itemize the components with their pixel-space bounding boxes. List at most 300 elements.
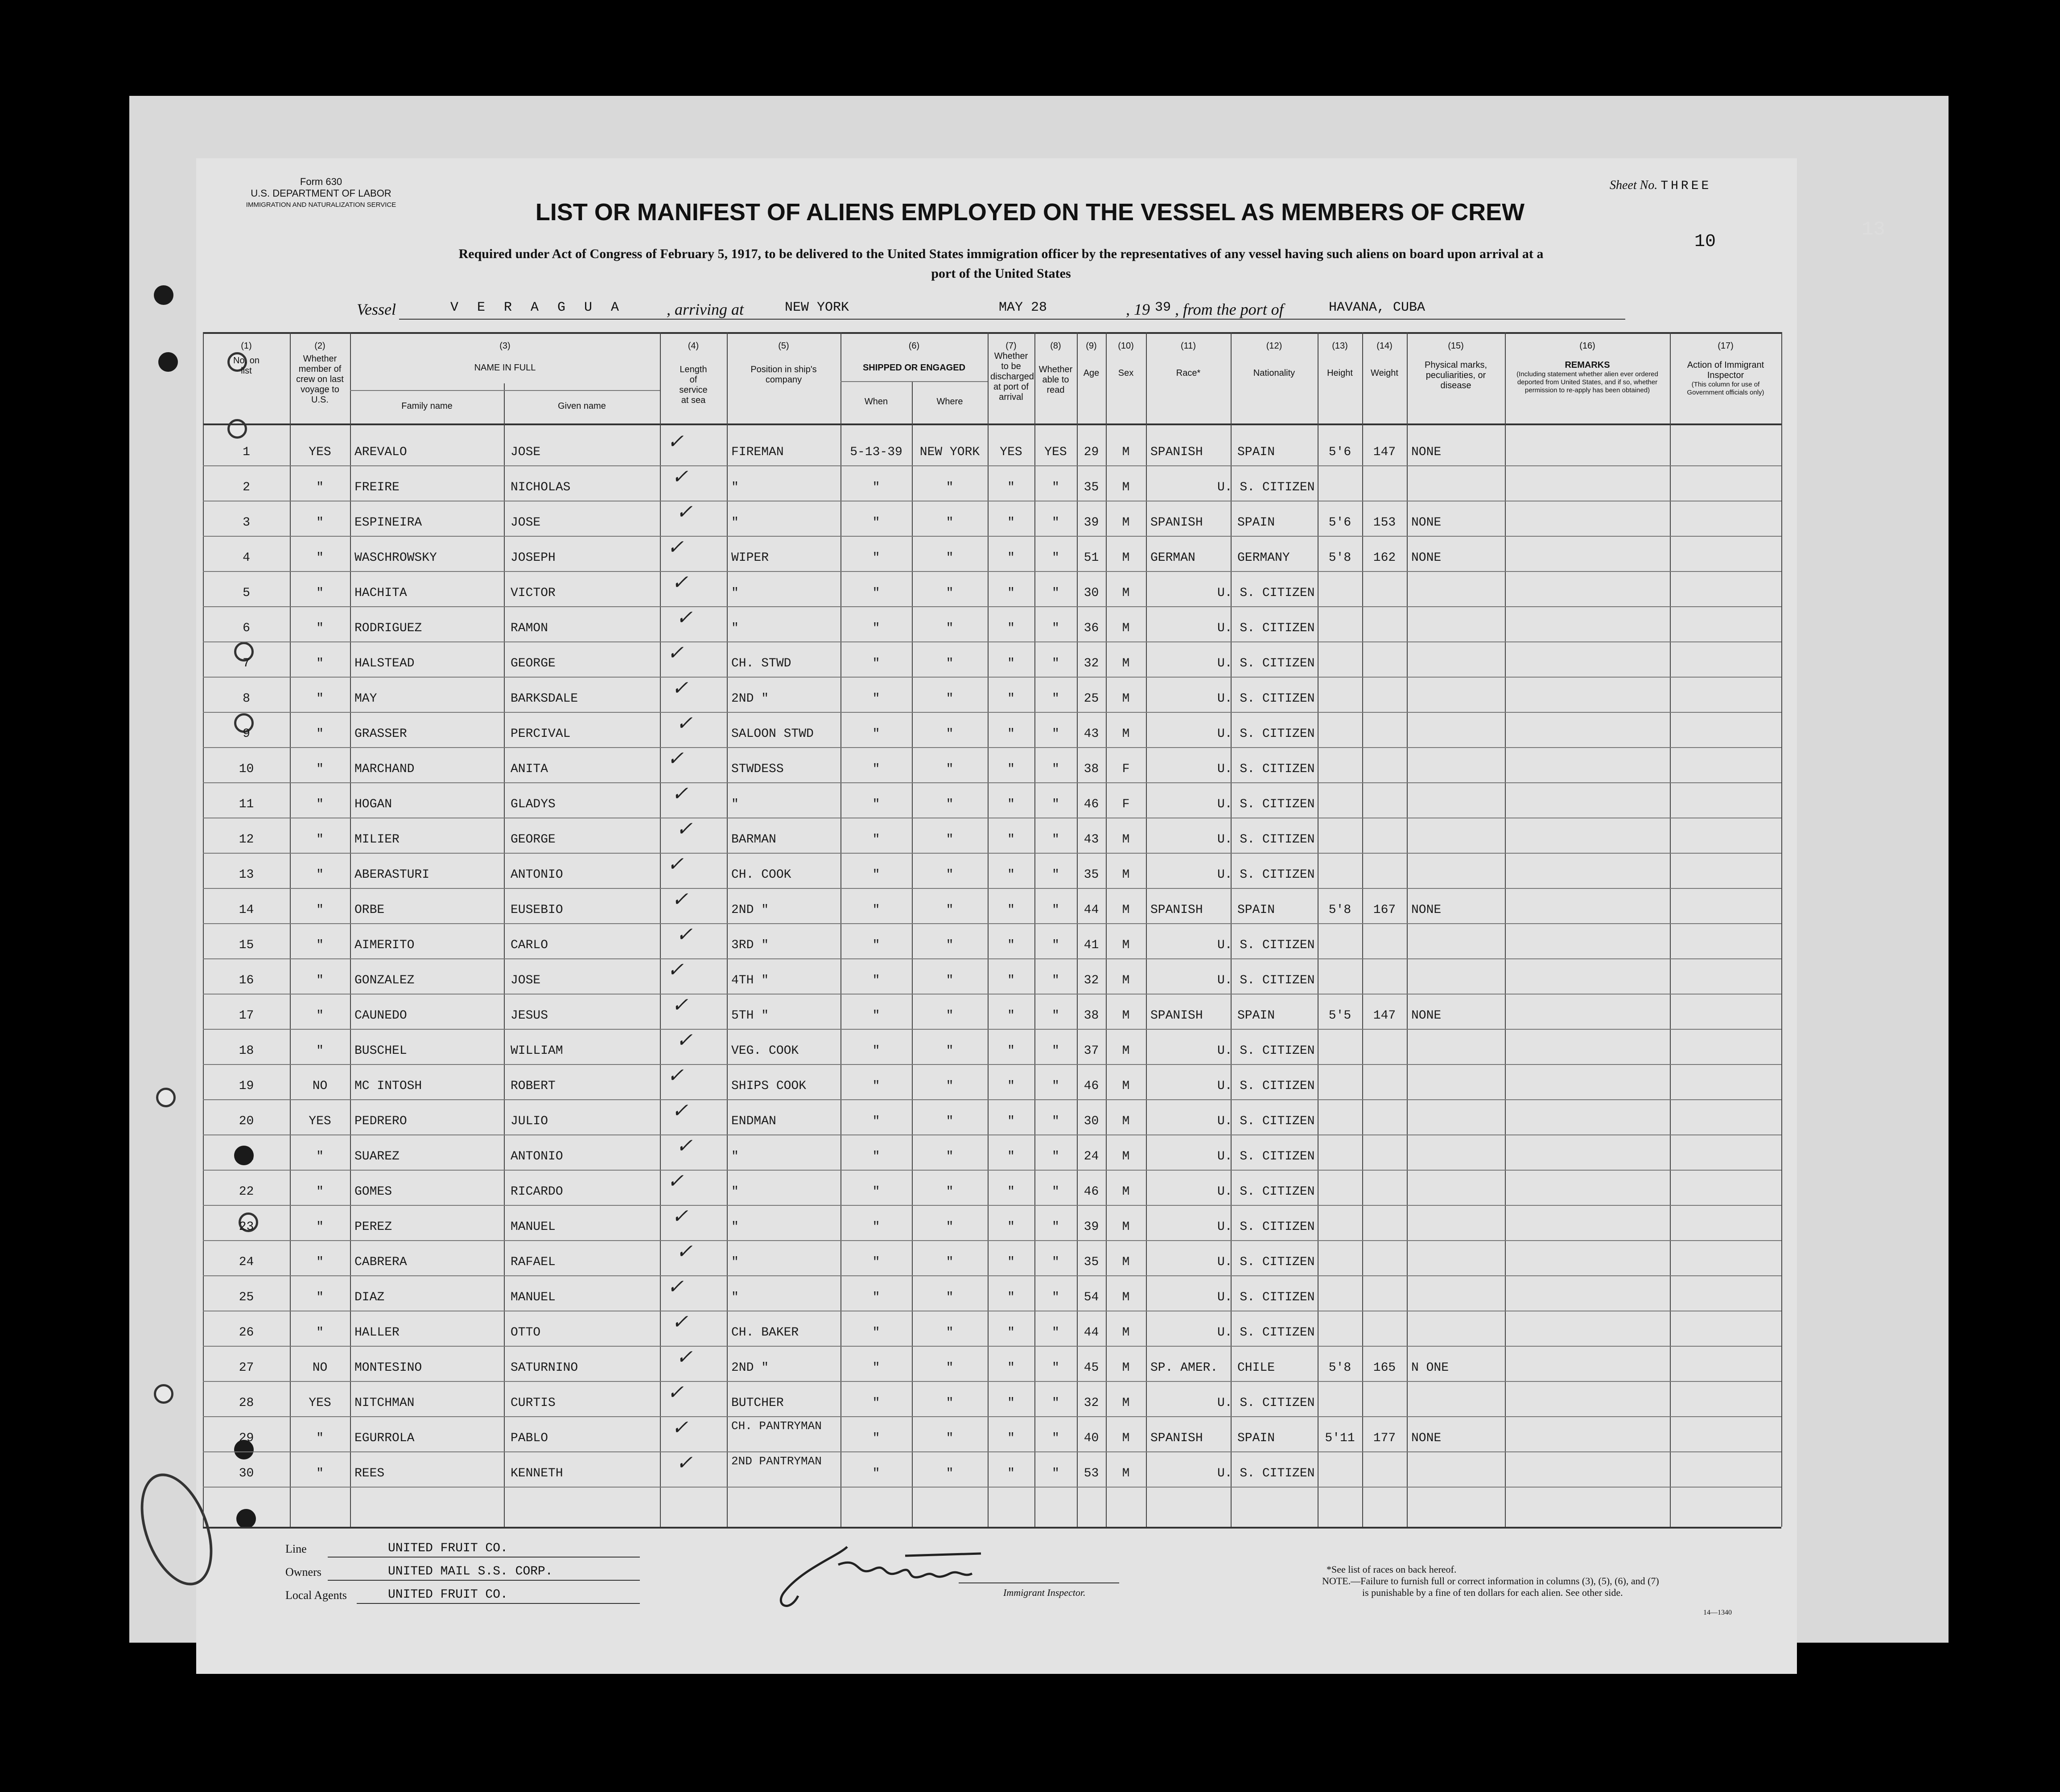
age: 24 xyxy=(1084,1150,1099,1163)
age: 37 xyxy=(1084,1044,1099,1058)
age: 39 xyxy=(1084,516,1099,530)
check-mark-icon: ✓ xyxy=(675,1240,697,1263)
check-mark-icon: ✓ xyxy=(675,606,697,629)
age: 30 xyxy=(1084,1114,1099,1128)
subtitle-line-1: Required under Act of Congress of February 5, 1917, to be delivered to the United States immigration officer by the representatives of any vessel having such aliens on board upon arrival at a xyxy=(458,247,1544,261)
binder-hole xyxy=(158,352,178,372)
nationality: U. S. CITIZEN xyxy=(1217,974,1315,987)
shipped-when: " xyxy=(872,797,880,811)
sex: M xyxy=(1122,1361,1130,1375)
height: 5'8 xyxy=(1328,551,1351,565)
page-subtitle xyxy=(276,244,1726,284)
sex: M xyxy=(1122,516,1130,530)
able-to-read: " xyxy=(1052,1079,1059,1093)
col-label: REMARKS xyxy=(1565,360,1610,370)
col-number: (8) xyxy=(1050,341,1061,351)
table-row xyxy=(203,1029,1781,1064)
nationality: U. S. CITIZEN xyxy=(1217,727,1315,741)
col-label: Height xyxy=(1327,368,1353,378)
col-label: Position in ship's company xyxy=(750,365,817,385)
arriving-value: NEW YORK xyxy=(785,300,849,315)
check-mark-icon: ✓ xyxy=(675,1451,697,1474)
able-to-read: " xyxy=(1052,657,1059,670)
col-6-heading xyxy=(840,341,988,373)
col-17-heading xyxy=(1670,341,1781,397)
family-name: ABERASTURI xyxy=(354,868,430,882)
row-number: 20 xyxy=(239,1114,254,1128)
check-mark-icon: ✓ xyxy=(670,465,693,488)
family-name: FREIRE xyxy=(354,481,400,494)
age: 51 xyxy=(1084,551,1099,565)
shipped-where: NEW YORK xyxy=(919,445,980,459)
shipped-when: " xyxy=(872,516,880,530)
sex: M xyxy=(1122,621,1130,635)
department: U.S. DEPARTMENT OF LABOR xyxy=(251,188,391,199)
shipped-when: " xyxy=(872,903,880,917)
sex: M xyxy=(1122,1044,1130,1058)
sex: M xyxy=(1122,974,1130,987)
given-name: JOSE xyxy=(511,445,541,459)
able-to-read: " xyxy=(1052,1361,1059,1375)
position: 4TH " xyxy=(731,974,769,987)
height: 5'6 xyxy=(1328,445,1351,459)
table-row xyxy=(203,1381,1781,1416)
row-number: 15 xyxy=(239,938,254,952)
race: SPANISH xyxy=(1150,1431,1203,1445)
owners-value: UNITED MAIL S.S. CORP. xyxy=(388,1565,553,1578)
table-row xyxy=(203,1064,1781,1099)
shipped-when: " xyxy=(872,938,880,952)
shipped-when: " xyxy=(872,1431,880,1445)
nationality: U. S. CITIZEN xyxy=(1217,621,1315,635)
age: 43 xyxy=(1084,727,1099,741)
where-heading: Where xyxy=(936,397,963,407)
table-row xyxy=(203,677,1781,712)
sex: M xyxy=(1122,551,1130,565)
shipped-when: " xyxy=(872,974,880,987)
family-name: HOGAN xyxy=(354,797,392,811)
last-voyage: YES xyxy=(309,445,331,459)
shipped-when: 5-13-39 xyxy=(850,445,902,459)
given-name: BARKSDALE xyxy=(511,692,578,706)
row-number: 17 xyxy=(239,1009,254,1023)
note-prefix: NOTE. xyxy=(1322,1575,1351,1586)
position: 3RD " xyxy=(731,938,769,952)
col-number: (12) xyxy=(1266,341,1282,351)
last-voyage: " xyxy=(316,1255,324,1269)
position: " xyxy=(731,1255,739,1269)
age: 35 xyxy=(1084,1255,1099,1269)
given-name: PERCIVAL xyxy=(511,727,571,741)
sex: F xyxy=(1122,797,1130,811)
last-voyage: " xyxy=(316,974,324,987)
last-voyage: " xyxy=(316,762,324,776)
last-voyage: " xyxy=(316,797,324,811)
shipped-when: " xyxy=(872,1467,880,1480)
shipped-where: " xyxy=(946,1079,954,1093)
position: STWDESS xyxy=(731,762,784,776)
last-voyage: " xyxy=(316,621,324,635)
year-prefix: , 19 xyxy=(1126,300,1150,318)
discharged: " xyxy=(1007,938,1015,952)
col-label: No. on list xyxy=(233,356,260,376)
last-voyage: " xyxy=(316,1220,324,1234)
shipped-where: " xyxy=(946,938,954,952)
physical-marks: NONE xyxy=(1411,1431,1442,1445)
check-mark-icon: ✓ xyxy=(666,536,688,559)
shipped-where: " xyxy=(946,1220,954,1234)
binder-hole xyxy=(156,1088,176,1107)
able-to-read: " xyxy=(1052,762,1059,776)
height: 5'11 xyxy=(1325,1431,1355,1445)
given-name: RAMON xyxy=(511,621,548,635)
col-1-heading xyxy=(203,341,290,376)
fine-note xyxy=(1322,1575,1768,1599)
age: 46 xyxy=(1084,797,1099,811)
race: SP. AMER. xyxy=(1150,1361,1218,1375)
discharged: " xyxy=(1007,868,1015,882)
vessel-value: V E R A G U A xyxy=(450,300,625,315)
shipped-when: " xyxy=(872,1361,880,1375)
check-mark-icon: ✓ xyxy=(675,1346,697,1369)
shipped-where: " xyxy=(946,516,954,530)
col-label: Race* xyxy=(1176,368,1201,378)
row-number: 13 xyxy=(239,868,254,882)
col-number: (9) xyxy=(1086,341,1097,351)
last-voyage: " xyxy=(316,657,324,670)
last-voyage: " xyxy=(316,551,324,565)
date-value: MAY 28 xyxy=(999,300,1047,315)
given-name-heading: Given name xyxy=(558,401,606,411)
position: 2ND " xyxy=(731,1361,769,1375)
family-name: WASCHROWSKY xyxy=(354,551,437,565)
last-voyage: " xyxy=(316,1009,324,1023)
given-name: CARLO xyxy=(511,938,548,952)
last-voyage: " xyxy=(316,1185,324,1199)
shipped-when: " xyxy=(872,481,880,494)
physical-marks: NONE xyxy=(1411,903,1442,917)
check-mark-icon: ✓ xyxy=(670,994,693,1016)
row-number: 21 xyxy=(239,1150,254,1163)
check-mark-icon: ✓ xyxy=(670,1099,693,1122)
sex: M xyxy=(1122,1114,1130,1128)
binder-hole xyxy=(154,285,173,305)
given-name: RICARDO xyxy=(511,1185,563,1199)
nationality: U. S. CITIZEN xyxy=(1217,1326,1315,1340)
shipped-where: " xyxy=(946,1185,954,1199)
last-voyage: YES xyxy=(309,1396,331,1410)
physical-marks: NONE xyxy=(1411,1009,1442,1023)
given-name: JESUS xyxy=(511,1009,548,1023)
table-row xyxy=(203,465,1781,501)
check-mark-icon: ✓ xyxy=(670,1205,693,1228)
discharged: " xyxy=(1007,1114,1015,1128)
col-11-heading xyxy=(1146,341,1231,378)
row-rule xyxy=(203,1487,1781,1488)
nationality: U. S. CITIZEN xyxy=(1217,692,1315,706)
family-name: ESPINEIRA xyxy=(354,516,422,530)
position: BUTCHER xyxy=(731,1396,784,1410)
shipped-when: " xyxy=(872,551,880,565)
col-label: NAME IN FULL xyxy=(474,363,536,373)
manifest-table xyxy=(203,332,1781,1527)
nationality: U. S. CITIZEN xyxy=(1217,1220,1315,1234)
row-number: 16 xyxy=(239,974,254,987)
check-mark-icon: ✓ xyxy=(675,818,697,840)
check-mark-icon: ✓ xyxy=(670,888,693,911)
line-value: UNITED FRUIT CO. xyxy=(388,1541,508,1555)
col-number: (15) xyxy=(1448,341,1464,351)
last-voyage: " xyxy=(316,903,324,917)
last-voyage: " xyxy=(316,868,324,882)
shipped-when: " xyxy=(872,1220,880,1234)
table-bottom-rule xyxy=(203,1527,1781,1529)
given-name: VICTOR xyxy=(511,586,556,600)
table-row xyxy=(203,1275,1781,1311)
vessel-line xyxy=(357,296,1636,323)
family-name: ORBE xyxy=(354,903,385,917)
age: 32 xyxy=(1084,974,1099,987)
discharged: " xyxy=(1007,481,1015,494)
last-voyage: " xyxy=(316,1431,324,1445)
given-name: JOSEPH xyxy=(511,551,556,565)
discharged: " xyxy=(1007,727,1015,741)
last-voyage: YES xyxy=(309,1114,331,1128)
table-row xyxy=(203,1170,1781,1205)
family-name: MC INTOSH xyxy=(354,1079,422,1093)
discharged: " xyxy=(1007,1185,1015,1199)
shipped-where: " xyxy=(946,1044,954,1058)
race: SPANISH xyxy=(1150,903,1203,917)
last-voyage: " xyxy=(316,586,324,600)
shipped-when: " xyxy=(872,1079,880,1093)
last-voyage: " xyxy=(316,1467,324,1480)
nationality: GERMANY xyxy=(1237,551,1290,565)
col-label: Sex xyxy=(1118,368,1134,378)
able-to-read: " xyxy=(1052,1467,1059,1480)
agents-underline xyxy=(357,1603,640,1604)
col-number: (14) xyxy=(1376,341,1393,351)
family-name: SUAREZ xyxy=(354,1150,400,1163)
position: SALOON STWD xyxy=(731,727,814,741)
age: 39 xyxy=(1084,1220,1099,1234)
shipped-where: " xyxy=(946,1009,954,1023)
age: 25 xyxy=(1084,692,1099,706)
col-label: Whether member of crew on last voyage to U.S. xyxy=(296,354,344,405)
col-number: (16) xyxy=(1579,341,1595,351)
check-mark-icon: ✓ xyxy=(666,747,688,770)
page-number-mark: 10 xyxy=(1694,232,1716,252)
col-label: Length of service at sea xyxy=(679,365,708,405)
check-mark-icon: ✓ xyxy=(666,853,688,875)
col-number: (4) xyxy=(688,341,699,351)
able-to-read: " xyxy=(1052,1220,1059,1234)
check-mark-icon: ✓ xyxy=(670,782,693,805)
shipped-when: " xyxy=(872,762,880,776)
sex: M xyxy=(1122,727,1130,741)
discharged: YES xyxy=(1000,445,1022,459)
family-name: DIAZ xyxy=(354,1291,385,1304)
family-name: HALLER xyxy=(354,1326,400,1340)
able-to-read: " xyxy=(1052,692,1059,706)
sex: M xyxy=(1122,1150,1130,1163)
able-to-read: " xyxy=(1052,1185,1059,1199)
note-text-2: is punishable by a fine of ten dollars for each alien. See other side. xyxy=(1362,1587,1623,1598)
agents-value: UNITED FRUIT CO. xyxy=(388,1588,508,1602)
sex: M xyxy=(1122,1255,1130,1269)
shipped-when: " xyxy=(872,1150,880,1163)
able-to-read: " xyxy=(1052,868,1059,882)
col-9-heading xyxy=(1077,341,1106,378)
age: 45 xyxy=(1084,1361,1099,1375)
shipped-where: " xyxy=(946,551,954,565)
shipped-where: " xyxy=(946,1291,954,1304)
position: 2ND " xyxy=(731,903,769,917)
shipped-when: " xyxy=(872,1326,880,1340)
height: 5'6 xyxy=(1328,516,1351,530)
check-mark-icon: ✓ xyxy=(670,1311,693,1333)
sex: M xyxy=(1122,1185,1130,1199)
sex: M xyxy=(1122,1079,1130,1093)
shipped-where: " xyxy=(946,1467,954,1480)
row-number: 6 xyxy=(243,621,250,635)
table-row xyxy=(203,1240,1781,1275)
col-label: Whether to be discharged at port of arrival xyxy=(990,351,1034,402)
able-to-read: " xyxy=(1052,1291,1059,1304)
year-value: 39 xyxy=(1155,300,1171,315)
col-number: (2) xyxy=(314,341,325,351)
shipped-where: " xyxy=(946,833,954,847)
position: 2ND " xyxy=(731,692,769,706)
col-number: (3) xyxy=(499,341,511,351)
col-rule xyxy=(1781,332,1782,1527)
subhead-rule xyxy=(840,381,988,382)
able-to-read: " xyxy=(1052,938,1059,952)
family-name: NITCHMAN xyxy=(354,1396,415,1410)
nationality: SPAIN xyxy=(1237,1009,1275,1023)
shipped-where: " xyxy=(946,903,954,917)
row-number: 12 xyxy=(239,833,254,847)
sheet-value: THREE xyxy=(1660,179,1712,193)
col-number: (7) xyxy=(1005,341,1017,351)
age: 44 xyxy=(1084,903,1099,917)
row-number: 29 xyxy=(239,1431,254,1445)
given-name: NICHOLAS xyxy=(511,481,571,494)
age: 40 xyxy=(1084,1431,1099,1445)
position: " xyxy=(731,586,739,600)
shipped-where: " xyxy=(946,692,954,706)
col-16-heading xyxy=(1505,341,1670,395)
col-label: Action of Immigrant Inspector xyxy=(1687,360,1764,380)
race: SPANISH xyxy=(1150,445,1203,459)
last-voyage: " xyxy=(316,516,324,530)
col-number: (11) xyxy=(1180,341,1196,351)
discharged: " xyxy=(1007,1009,1015,1023)
given-name: PABLO xyxy=(511,1431,548,1445)
given-name: SATURNINO xyxy=(511,1361,578,1375)
table-row xyxy=(203,994,1781,1029)
able-to-read: " xyxy=(1052,1150,1059,1163)
row-number: 4 xyxy=(243,551,250,565)
able-to-read: " xyxy=(1052,1044,1059,1058)
family-name: HALSTEAD xyxy=(354,657,415,670)
shipped-when: " xyxy=(872,1255,880,1269)
discharged: " xyxy=(1007,974,1015,987)
last-voyage: " xyxy=(316,1044,324,1058)
last-voyage: " xyxy=(316,481,324,494)
nationality: U. S. CITIZEN xyxy=(1217,1291,1315,1304)
check-mark-icon: ✓ xyxy=(675,1029,697,1052)
position: " xyxy=(731,1220,739,1234)
able-to-read: " xyxy=(1052,1326,1059,1340)
col-label: Physical marks, peculiarities, or disease xyxy=(1424,360,1487,390)
check-mark-icon: ✓ xyxy=(670,1416,693,1439)
position: " xyxy=(731,516,739,530)
shipped-where: " xyxy=(946,1150,954,1163)
shipped-when: " xyxy=(872,657,880,670)
nationality: U. S. CITIZEN xyxy=(1217,1185,1315,1199)
owners-underline xyxy=(328,1580,640,1581)
check-mark-icon: ✓ xyxy=(675,712,697,735)
given-name: JOSE xyxy=(511,516,541,530)
position: " xyxy=(731,1150,739,1163)
inspector-underline xyxy=(959,1582,1119,1583)
sex: M xyxy=(1122,938,1130,952)
physical-marks: N ONE xyxy=(1411,1361,1449,1375)
table-row xyxy=(203,958,1781,994)
age: 46 xyxy=(1084,1079,1099,1093)
discharged: " xyxy=(1007,1467,1015,1480)
given-name: JOSE xyxy=(511,974,541,987)
sex: M xyxy=(1122,586,1130,600)
nationality: U. S. CITIZEN xyxy=(1217,657,1315,670)
last-voyage: " xyxy=(316,1326,324,1340)
last-voyage: NO xyxy=(312,1361,328,1375)
note-text-1: —Failure to furnish full or correct information in columns (3), (5), (6), and (7) xyxy=(1351,1575,1659,1586)
shipped-where: " xyxy=(946,1396,954,1410)
sex: M xyxy=(1122,1326,1130,1340)
table-row xyxy=(203,641,1781,677)
position: 2ND PANTRYMAN xyxy=(731,1455,822,1468)
race: SPANISH xyxy=(1150,516,1203,530)
shipped-where: " xyxy=(946,621,954,635)
shipped-where: " xyxy=(946,974,954,987)
position: FIREMAN xyxy=(731,445,784,459)
shipped-when: " xyxy=(872,692,880,706)
form-code: 14—1340 xyxy=(1703,1609,1732,1616)
check-mark-icon: ✓ xyxy=(670,571,693,594)
weight: 167 xyxy=(1373,903,1396,917)
given-name: ANTONIO xyxy=(511,1150,563,1163)
check-mark-icon: ✓ xyxy=(675,1134,697,1157)
sex: M xyxy=(1122,1431,1130,1445)
age: 53 xyxy=(1084,1467,1099,1480)
sex: M xyxy=(1122,868,1130,882)
binder-hole xyxy=(154,1384,173,1404)
position: VEG. COOK xyxy=(731,1044,799,1058)
able-to-read: " xyxy=(1052,621,1059,635)
nationality: U. S. CITIZEN xyxy=(1217,868,1315,882)
row-number: 19 xyxy=(239,1079,254,1093)
table-top-rule xyxy=(203,332,1781,334)
position: CH. STWD xyxy=(731,657,791,670)
shipped-when: " xyxy=(872,1396,880,1410)
age: 44 xyxy=(1084,1326,1099,1340)
table-row xyxy=(203,501,1781,536)
check-mark-icon: ✓ xyxy=(666,1064,688,1087)
able-to-read: " xyxy=(1052,727,1059,741)
able-to-read: " xyxy=(1052,551,1059,565)
